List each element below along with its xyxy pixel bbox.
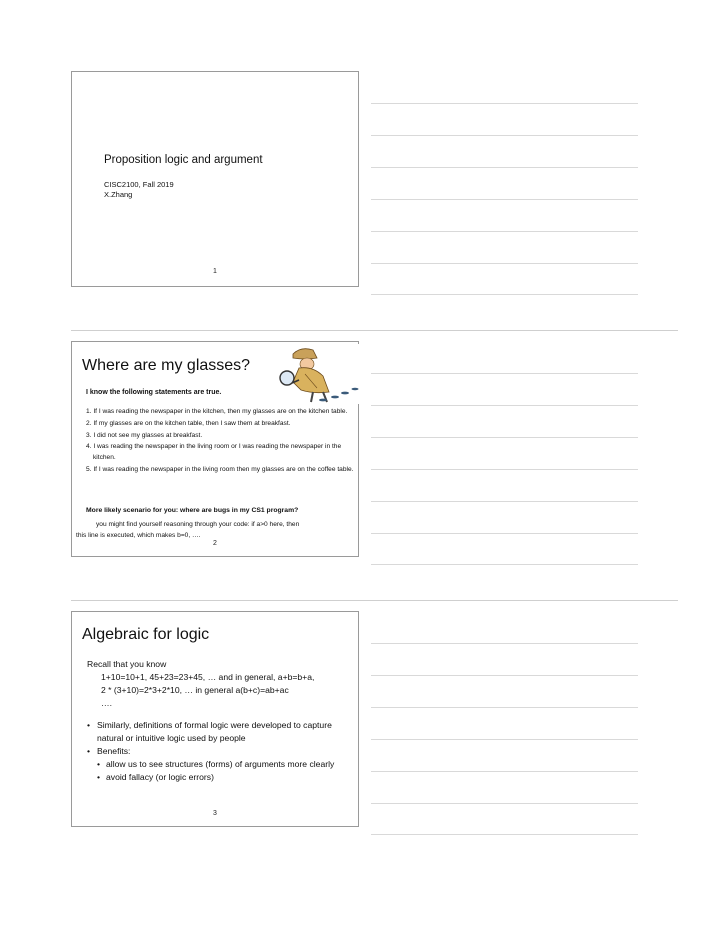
- notes-line: [371, 675, 638, 676]
- page-separator: [71, 600, 678, 601]
- slide-3-title: Algebraic for logic: [82, 626, 210, 643]
- recall-text: Recall that you know: [87, 659, 167, 669]
- notes-line: [371, 103, 638, 104]
- notes-line: [371, 294, 638, 295]
- notes-line: [371, 739, 638, 740]
- notes-line: [371, 564, 638, 565]
- author-name: X.Zhang: [104, 190, 133, 199]
- notes-line: [371, 167, 638, 168]
- ellipsis-line: ….: [101, 698, 112, 708]
- intro-statement: I know the following statements are true.: [86, 389, 222, 396]
- list-item: 5. If I was reading the newspaper in the living room then my glasses are on the coffee table.: [86, 465, 354, 473]
- notes-line: [371, 533, 638, 534]
- notes-line: [371, 405, 638, 406]
- slide-2-title: Where are my glasses?: [82, 357, 251, 374]
- notes-line: [371, 199, 638, 200]
- slide-number: 2: [213, 540, 217, 547]
- hint-line: you might find yourself reasoning through your code: if a>0 here, then: [96, 521, 300, 528]
- notes-line: [371, 803, 638, 804]
- course-info: [104, 180, 174, 200]
- slide-3: [71, 611, 359, 827]
- list-item: 4. I was reading the newspaper in the living room or I was reading the newspaper in the kitchen.: [86, 443, 342, 462]
- notes-line: [371, 437, 638, 438]
- slide-1: [71, 71, 359, 287]
- list-item: 3. I did not see my glasses at breakfast.: [86, 431, 203, 439]
- detective-magnifying-glass-icon: [255, 344, 359, 404]
- notes-line: [371, 231, 638, 232]
- notes-line: [371, 373, 638, 374]
- notes-line: [371, 469, 638, 470]
- list-item: 1. If I was reading the newspaper in the kitchen, then my glasses are on the kitchen table.: [86, 408, 348, 415]
- example-line: 2 * (3+10)=2*3+2*10, … in general a(b+c)=ab+ac: [101, 685, 289, 695]
- notes-line: [371, 501, 638, 502]
- list-item: 2. If my glasses are on the kitchen table, then I saw them at breakfast.: [86, 419, 291, 427]
- slide-number: 1: [213, 268, 217, 275]
- statement-list: [86, 407, 354, 477]
- reasoning-hint: [76, 519, 348, 541]
- bullet-point: • Benefits:: [87, 745, 352, 758]
- page-separator: [71, 330, 678, 331]
- slide-1-title: Proposition logic and argument: [104, 154, 263, 166]
- hint-line: this line is executed, which makes b=0, ….: [76, 532, 201, 539]
- notes-line: [371, 771, 638, 772]
- slide-2: [71, 341, 359, 557]
- scenario-question: More likely scenario for you: where are bugs in my CS1 program?: [86, 507, 299, 514]
- slide-number: 3: [213, 810, 217, 817]
- notes-line: [371, 135, 638, 136]
- bullet-point: • Similarly, definitions of formal logic were developed to capture natural or intuitive logic used by people: [87, 719, 352, 745]
- slide-3-body: [87, 658, 352, 784]
- sub-bullet-point: • avoid fallacy (or logic errors): [87, 771, 352, 784]
- course-name: CISC2100, Fall 2019: [104, 180, 174, 189]
- notes-line: [371, 263, 638, 264]
- notes-line: [371, 834, 638, 835]
- notes-line: [371, 707, 638, 708]
- sub-bullet-point: • allow us to see structures (forms) of arguments more clearly: [87, 758, 352, 771]
- notes-line: [371, 643, 638, 644]
- example-line: 1+10=10+1, 45+23=23+45, … and in general, a+b=b+a,: [101, 672, 315, 682]
